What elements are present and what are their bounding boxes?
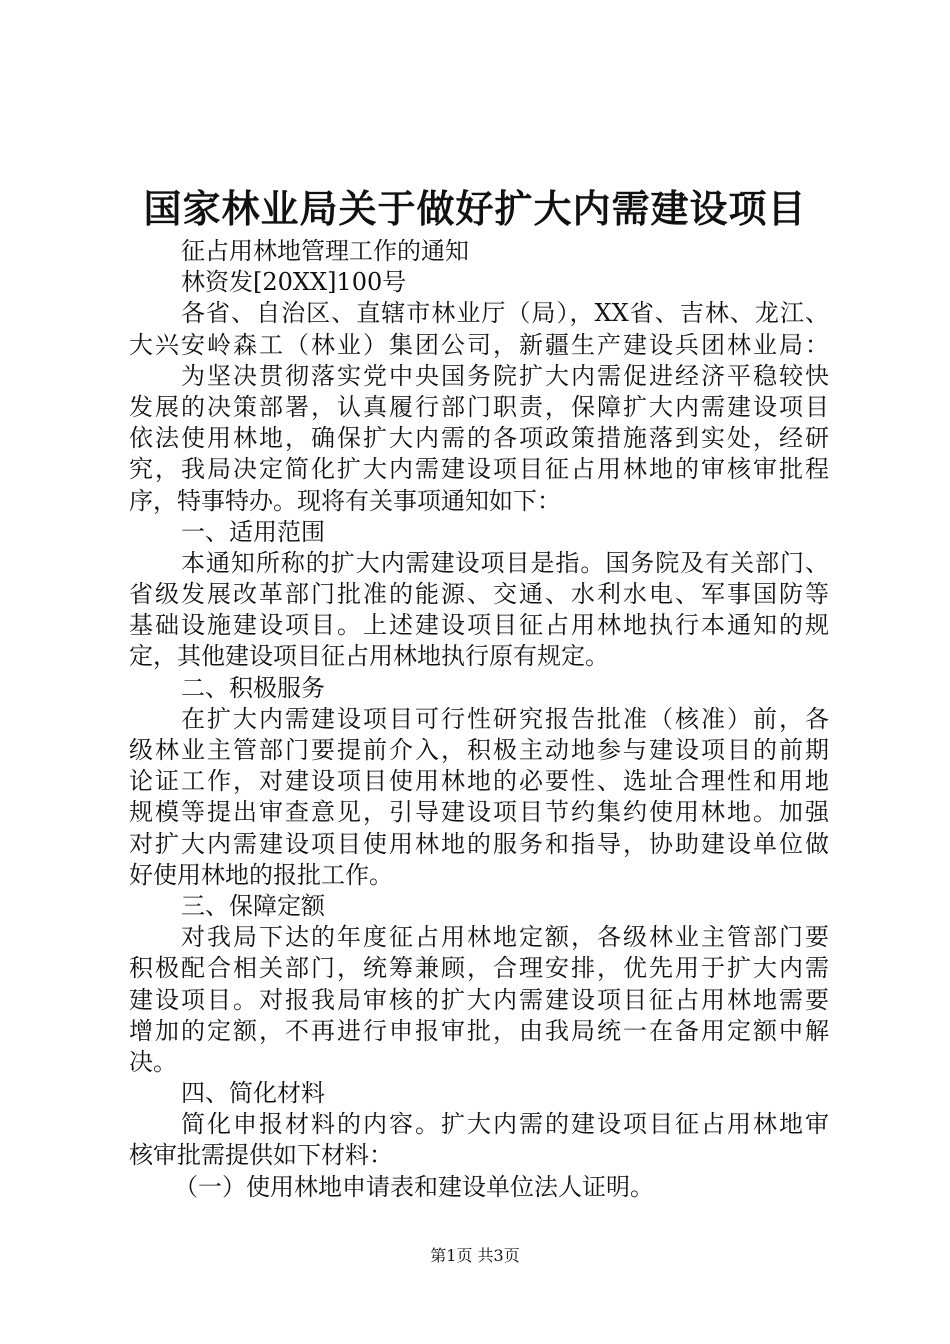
section-heading: 三、保障定额 bbox=[181, 891, 325, 920]
paragraph-line: 级林业主管部门要提前介入，积极主动地参与建设项目的前期 bbox=[129, 736, 829, 764]
paragraph-line: 论证工作，对建设项目使用林地的必要性、选址合理性和用地 bbox=[129, 767, 829, 796]
paragraph-line: 建设项目。对报我局审核的扩大内需建设项目征占用林地需要 bbox=[129, 985, 829, 1014]
paragraph-line: 增加的定额，不再进行申报审批，由我局统一在备用定额中解 bbox=[129, 1016, 829, 1045]
paragraph-line: 定，其他建设项目征占用林地执行原有规定。 bbox=[129, 642, 609, 671]
section-heading: 二、积极服务 bbox=[181, 673, 325, 702]
paragraph-line: 究，我局决定简化扩大内需建设项目征占用林地的审核审批程 bbox=[129, 455, 829, 484]
paragraph-line: 在扩大内需建设项目可行性研究报告批准（核准）前，各 bbox=[181, 704, 829, 733]
document-number: 林资发[20XX]100号 bbox=[181, 268, 407, 297]
paragraph-line: 省级发展改革部门批准的能源、交通、水利水电、军事国防等 bbox=[129, 580, 829, 609]
paragraph-line: 序，特事特办。现将有关事项通知如下： bbox=[129, 486, 561, 515]
document-title: 国家林业局关于做好扩大内需建设项目 bbox=[143, 187, 807, 231]
page-footer: 第1页 共3页 bbox=[430, 1246, 520, 1265]
paragraph-line: 依法使用林地，确保扩大内需的各项政策措施落到实处，经研 bbox=[129, 424, 829, 453]
paragraph-line: 决。 bbox=[129, 1047, 177, 1076]
paragraph-line: 积极配合相关部门，统筹兼顾，合理安排，优先用于扩大内需 bbox=[129, 954, 829, 983]
subtitle-line: 征占用林地管理工作的通知 bbox=[181, 237, 469, 265]
paragraph-line: 对我局下达的年度征占用林地定额，各级林业主管部门要 bbox=[181, 923, 829, 952]
paragraph-line: 为坚决贯彻落实党中央国务院扩大内需促进经济平稳较快 bbox=[181, 361, 829, 390]
section-heading: 四、简化材料 bbox=[181, 1079, 325, 1108]
paragraph-line: 简化申报材料的内容。扩大内需的建设项目征占用林地审 bbox=[181, 1110, 829, 1139]
paragraph-line: 规模等提出审查意见，引导建设项目节约集约使用林地。加强 bbox=[129, 798, 829, 827]
paragraph-line: 好使用林地的报批工作。 bbox=[129, 860, 393, 889]
paragraph-line: 基础设施建设项目。上述建设项目征占用林地执行本通知的规 bbox=[129, 611, 829, 640]
document-body bbox=[129, 236, 829, 1203]
paragraph-line: 核审批需提供如下材料： bbox=[129, 1141, 393, 1170]
addressee-line: 各省、自治区、直辖市林业厅（局），XX省、吉林、龙江、 bbox=[181, 299, 829, 328]
list-item: （一）使用林地申请表和建设单位法人证明。 bbox=[174, 1172, 654, 1201]
addressee-line: 大兴安岭森工（林业）集团公司，新疆生产建设兵团林业局： bbox=[129, 330, 829, 359]
paragraph-line: 发展的决策部署，认真履行部门职责，保障扩大内需建设项目 bbox=[129, 392, 829, 421]
paragraph-line: 对扩大内需建设项目使用林地的服务和指导，协助建设单位做 bbox=[129, 829, 829, 858]
paragraph-line: 本通知所称的扩大内需建设项目是指。国务院及有关部门、 bbox=[181, 548, 829, 577]
section-heading: 一、适用范围 bbox=[181, 517, 325, 546]
